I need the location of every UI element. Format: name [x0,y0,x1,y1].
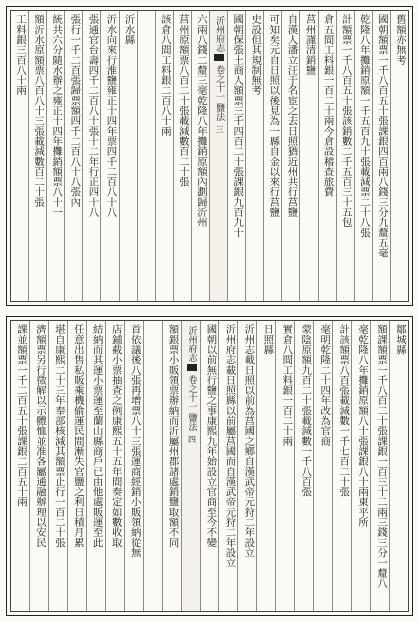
page-banner [181,321,200,611]
text-column: 鄒城縣 [389,321,408,611]
text-column: 統共六分隨水辦之雍正十四年攤銷額票八十一 [46,11,64,301]
text-column: 首依議後八張再增票八十三張運商經銷小販領納從無 [124,321,143,611]
page-number: 四 [187,435,197,443]
text-column: 課並額票一千二百五十張課銀二百五十兩 [14,324,27,507]
page-banner [209,11,227,301]
text-column [137,11,155,301]
text-column: 舊額亦無考 [390,11,408,301]
banner-title: 沂州府志 [186,326,197,362]
text-column: 額銀票小販領票辦納而沂屬州郡諸處銷鹽取額不同 [162,321,181,611]
fish-tail-mark [214,54,224,61]
text-column: 任意出售私販乘機偷運民間漸失官鹽之利日積月累 [67,321,86,611]
text-column: 國朝保張土商人額票三千四百二十張課銀九百九十 [227,11,245,301]
text-column: 結納而其運小票運至蘭山縣商戶已由他處販運至此 [86,321,105,611]
banner-volume: 卷之十一 [186,375,197,411]
text-column: 莒州原額票八百二十張載減數百二十張 [173,11,191,301]
text-columns [11,11,408,301]
text-column: 堪自康熙二十三年奉部核減其額票止行一百二十張 [48,321,67,611]
text-column: 史設但其規制無考 [245,11,263,301]
text-column: 國朝額票一千八百五十張課銀四百兩八錢三分九釐五毫 [372,11,390,301]
text-column: 毫明乾隆二十四年改為官商 [313,321,332,611]
text-column: 毫乾隆八年攤銷原額八十張課銀八十兩東平所 [351,321,370,611]
text-column: 沂州府志載日照縣以前屬莒國而自漢武帝元狩二年設立 [218,321,237,611]
text-column: 莒州謹清銷鹽 [299,11,317,301]
text-column: 國朝以前無行鹽之事康熙九年始設立官商至今不變 [200,321,219,611]
banner-title: 沂州府志 [214,16,225,52]
text-column: 額課額票一千八百二十張課銀一百三十二兩三錢三分一釐八 [370,321,389,611]
text-column: 六兩八錢二釐三毫乾隆八年攤銷原額內劃歸沂州 [191,11,209,301]
text-column: 乾隆八年攤銷原額一千五百九十張載減票二十八張 [354,11,372,301]
text-column: 沂水向來行淮鹽雍正十四年票四千二百八十八 [100,11,118,301]
text-column: 可知矣元自日照以後見為一縣自金以來行莒鹽 [263,11,281,301]
text-column: 日照縣 [256,321,275,611]
text-column: 自漢人潘立汪于名宦之去日照猶近州共行莒鹽 [281,11,299,301]
text-column: 店鋪截小票抽查之例康熙五十五年間奏定如數收取 [105,321,124,611]
top-page [6,6,413,306]
page-number: 三 [215,125,225,133]
bottom-page [6,316,413,616]
text-column: 張行一千二百張歸票額四千二百八十八張內 [64,11,82,301]
text-column: 計額票一千八百五十張該銷數二千五百三十五包 [336,11,354,301]
banner-section: 鹽法 [186,413,197,431]
banner-volume: 卷之十一 [214,65,225,101]
banner-section: 鹽法 [214,103,225,121]
text-column: 實倉八間工料銀一百二十兩 [275,321,294,611]
text-column [143,321,162,611]
text-column: 該倉八間工料銀二百八十兩 [155,11,173,301]
text-column: 倉五間工料銀一百二十兩今倉設稽查旅費 [318,11,336,301]
text-column: 沂州志載日照以前為莒國之鄉自漢武帝元狩二年設立 [237,321,256,611]
text-column: 濟額票另行徵解以示體恤並准各屬通融辦理以安民 [29,321,48,611]
text-column: 額沂水原額票八百八十三張載減數百二十張 [28,11,46,301]
text-column: 張通官台壽四千二百八十張十二年行正四十八 [82,11,100,301]
text-column: 沂水縣 [119,11,137,301]
text-column: 計該額票八百張載減數一千七百二十張 [332,321,351,611]
text-column: 蒙陰原額九百二十張載減數一千八百張 [294,321,313,611]
text-column: 工料銀三百八十兩 [14,14,27,96]
text-columns [11,321,408,611]
fish-tail-mark [187,364,197,371]
